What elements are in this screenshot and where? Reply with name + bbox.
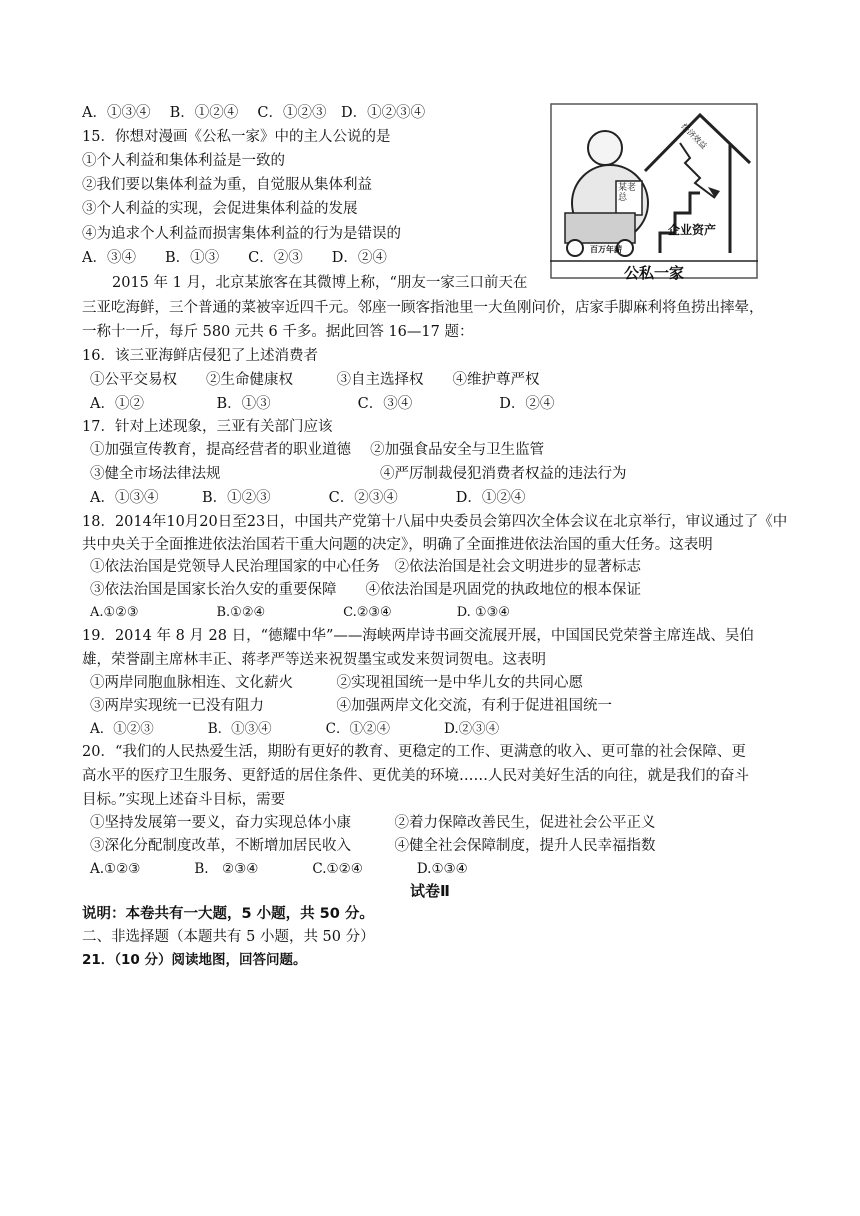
passage-line2: 三亚吃海鲜，三个普通的菜被宰近四千元。邻座一顾客指池里一大鱼刚问价，店家手脚麻利将鱼捞出摔晕， <box>82 300 764 316</box>
q17-options: A．①③④ B．①②③ C．②③④ D．①②④ <box>90 490 526 506</box>
passage-line3: 一称十一斤，每斤 580 元共 6 千多。据此回答 16—17 题： <box>82 324 474 340</box>
q15-stem: 15．你想对漫画《公私一家》中的主人公说的是 <box>82 129 391 145</box>
q18-items2: ③依法治国是国家长治久安的重要保障 ④依法治国是巩固党的执政地位的根本保证 <box>90 582 641 598</box>
part2-heading: 二、非选择题（本题共有 5 小题，共 50 分） <box>82 929 375 945</box>
q14-options: A．①③④ B．①②④ C．①②③ D．①②③④ <box>82 105 426 121</box>
q20-items2: ③深化分配制度改革，不断增加居民收入 ④健全社会保障制度，提升人民幸福指数 <box>90 838 656 854</box>
cartoon-caption: 公私一家 <box>623 264 684 282</box>
q20-stem1: 20．“我们的人民热爱生活，期盼有更好的教育、更稳定的工作、更满意的收入、更可靠的社会保障、更 <box>82 744 746 760</box>
q20-options: A.①②③ B. ②③④ C.①②④ D.①③④ <box>90 861 468 877</box>
q15-item1: ①个人利益和集体利益是一致的 <box>82 153 285 169</box>
q19-items1: ①两岸同胞血脉相连、文化薪火 ②实现祖国统一是中华儿女的共同心愿 <box>90 675 583 691</box>
wall-text: 企业资产 <box>668 223 717 237</box>
q15-item4: ④为追求个人利益而损害集体利益的行为是错误的 <box>82 226 401 242</box>
q18-stem1: 18．2014年10月20日至23日，中国共产党第十八届中央委员会第四次全体会议在北京举行，审议通过了《中 <box>82 514 788 530</box>
section-title: 试卷Ⅱ <box>410 882 450 900</box>
q17-items1: ①加强宣传教育，提高经营者的职业道德 ②加强食品安全与卫生监管 <box>90 442 545 458</box>
q15-item2: ②我们要以集体利益为重，自觉服从集体利益 <box>82 177 372 193</box>
vest-text: 某老总 <box>618 183 637 203</box>
q19-options: A．①②③ B．①③④ C．①②④ D.②③④ <box>90 721 500 737</box>
q20-stem2: 高水平的医疗卫生服务、更舒适的居住条件、更优美的环境……人民对美好生活的向往，就是我们的奋斗 <box>82 768 749 784</box>
q15-item3: ③个人利益的实现，会促进集体利益的发展 <box>82 201 358 217</box>
bag-text: 百万年薪 <box>590 245 622 254</box>
q15-options: A．③④ B．①③ C．②③ D．②④ <box>82 250 387 266</box>
q18-options: A.①②③ B.①②④ C.②③④ D. ①③④ <box>90 605 510 620</box>
section-note: 说明：本卷共有一大题，5 小题，共 50 分。 <box>82 906 374 922</box>
cartoon-image <box>550 103 758 279</box>
q17-items2: ③健全市场法律法规 ④严厉制裁侵犯消费者权益的违法行为 <box>90 466 627 482</box>
q21-stem: 21．（10 分）阅读地图，回答问题。 <box>82 952 307 968</box>
q19-stem2: 雄，荣誉副主席林丰正、蒋孝严等送来祝贺墨宝或发来贺词贺电。这表明 <box>82 652 546 668</box>
q18-items1: ①依法治国是党领导人民治理国家的中心任务 ②依法治国是社会文明进步的显著标志 <box>90 559 641 575</box>
q20-items1: ①坚持发展第一要义，奋力实现总体小康 ②着力保障改善民生，促进社会公平正义 <box>90 815 656 831</box>
q18-stem2: 共中央关于全面推进依法治国若干重大问题的决定》，明确了全面推进依法治国的重大任务。这表明 <box>82 537 713 553</box>
q19-items2: ③两岸实现统一已没有阻力 ④加强两岸文化交流，有利于促进祖国统一 <box>90 698 612 714</box>
q16-options: A．①② B．①③ C．③④ D．②④ <box>90 396 555 412</box>
q19-stem1: 19．2014 年 8 月 28 日，“德耀中华”——海峡两岸诗书画交流展开展，中国国民党荣誉主席连战、吴伯 <box>82 628 754 644</box>
q20-stem3: 目标。”实现上述奋斗目标，需要 <box>82 792 286 808</box>
roof-text: 经济效益 <box>679 122 709 151</box>
q16-stem: 16．该三亚海鲜店侵犯了上述消费者 <box>82 348 318 364</box>
q16-items: ①公平交易权 ②生命健康权 ③自主选择权 ④维护尊严权 <box>90 372 540 388</box>
passage-line1: 2015 年 1 月，北京某旅客在其微博上称，“朋友一家三口前天在 <box>112 275 528 291</box>
q17-stem: 17．针对上述现象，三亚有关部门应该 <box>82 419 333 435</box>
